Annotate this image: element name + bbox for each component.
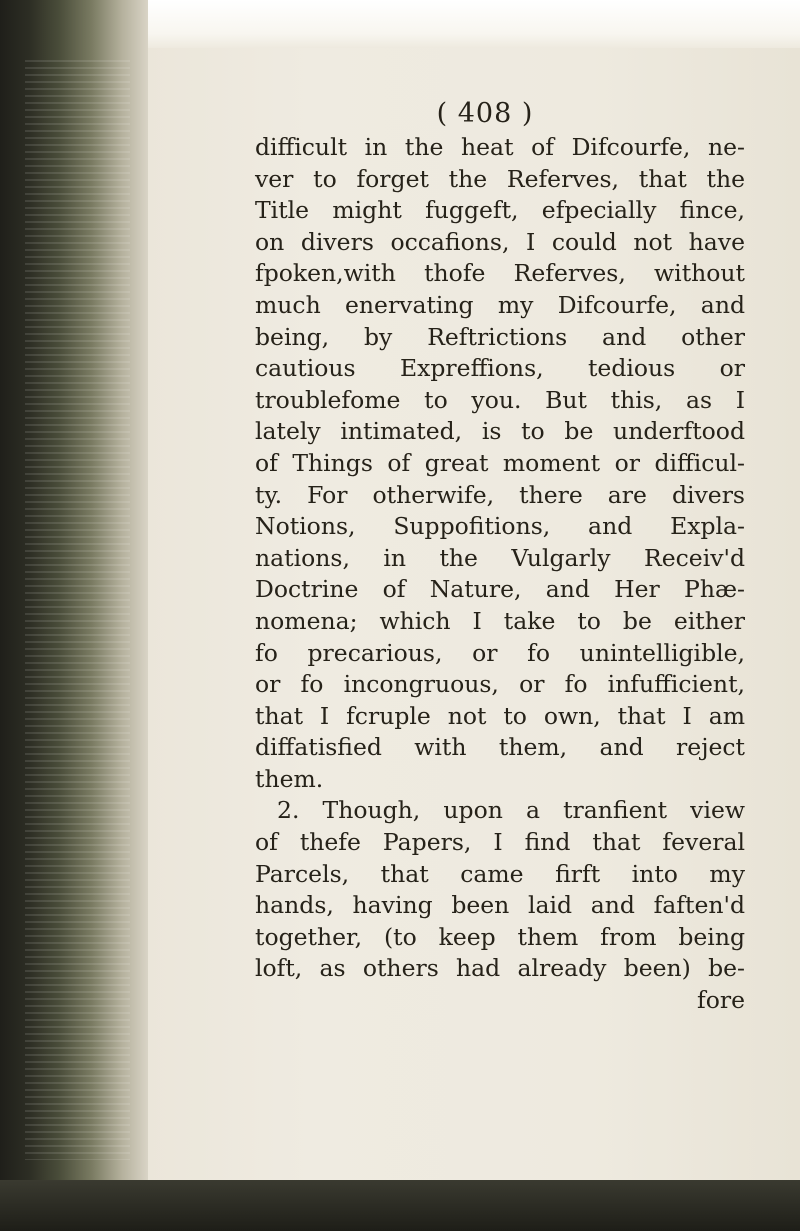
book-gutter: [0, 0, 148, 1231]
text-line: ty. For otherwife, there are divers: [255, 480, 745, 509]
text-line: loft, as others had already been) be-: [255, 954, 745, 983]
text-line: on divers occafions, I could not have: [255, 227, 745, 256]
text-line: nomena; which I take to be either: [255, 606, 745, 635]
text-line: ver to forget the Referves, that the: [255, 164, 745, 193]
page-number: ( 408 ): [436, 98, 534, 129]
text-line: of Things of great moment or difficul-: [255, 448, 745, 477]
catchword: fore: [697, 986, 745, 1015]
text-line: difficult in the heat of Difcourfe, ne-: [255, 133, 745, 161]
text-line: or fo incongruous, or fo infufficient,: [255, 670, 745, 699]
text-line: of thefe Papers, I find that feveral: [255, 828, 745, 857]
text-line: together, (to keep them from being: [255, 922, 745, 951]
text-line: fo precarious, or fo unintelligible,: [255, 638, 745, 667]
text-line: troublefome to you. But this, as I: [255, 385, 745, 414]
text-line: lately intimated, is to be underftood: [255, 417, 745, 446]
page-text: [255, 96, 745, 1017]
text-line: hands, having been laid and faften'd: [255, 891, 745, 920]
text-line: being, by Reftrictions and other: [255, 322, 745, 351]
text-line: nations, in the Vulgarly Receiv'd: [255, 543, 745, 572]
text-line: much enervating my Difcourfe, and: [255, 290, 745, 319]
gutter-texture: [25, 60, 130, 1160]
text-line: Notions, Suppofitions, and Expla-: [255, 512, 745, 541]
text-line: fpoken,with thofe Referves, without: [255, 259, 745, 288]
text-line: Parcels, that came firft into my: [255, 859, 745, 888]
text-line: cautious Expreffions, tedious or: [255, 354, 745, 383]
text-line: that I fcruple not to own, that I am: [255, 701, 745, 730]
text-line: Title might fuggeft, efpecially fince,: [255, 196, 745, 225]
text-line: Doctrine of Nature, and Her Phæ-: [255, 575, 745, 604]
bottom-edge: [0, 1180, 800, 1231]
text-line: diffatisfied with them, and reject: [255, 733, 745, 762]
text-line: them.: [255, 764, 324, 793]
paragraph-start-line: 2. Though, upon a tranfient view: [277, 796, 745, 825]
